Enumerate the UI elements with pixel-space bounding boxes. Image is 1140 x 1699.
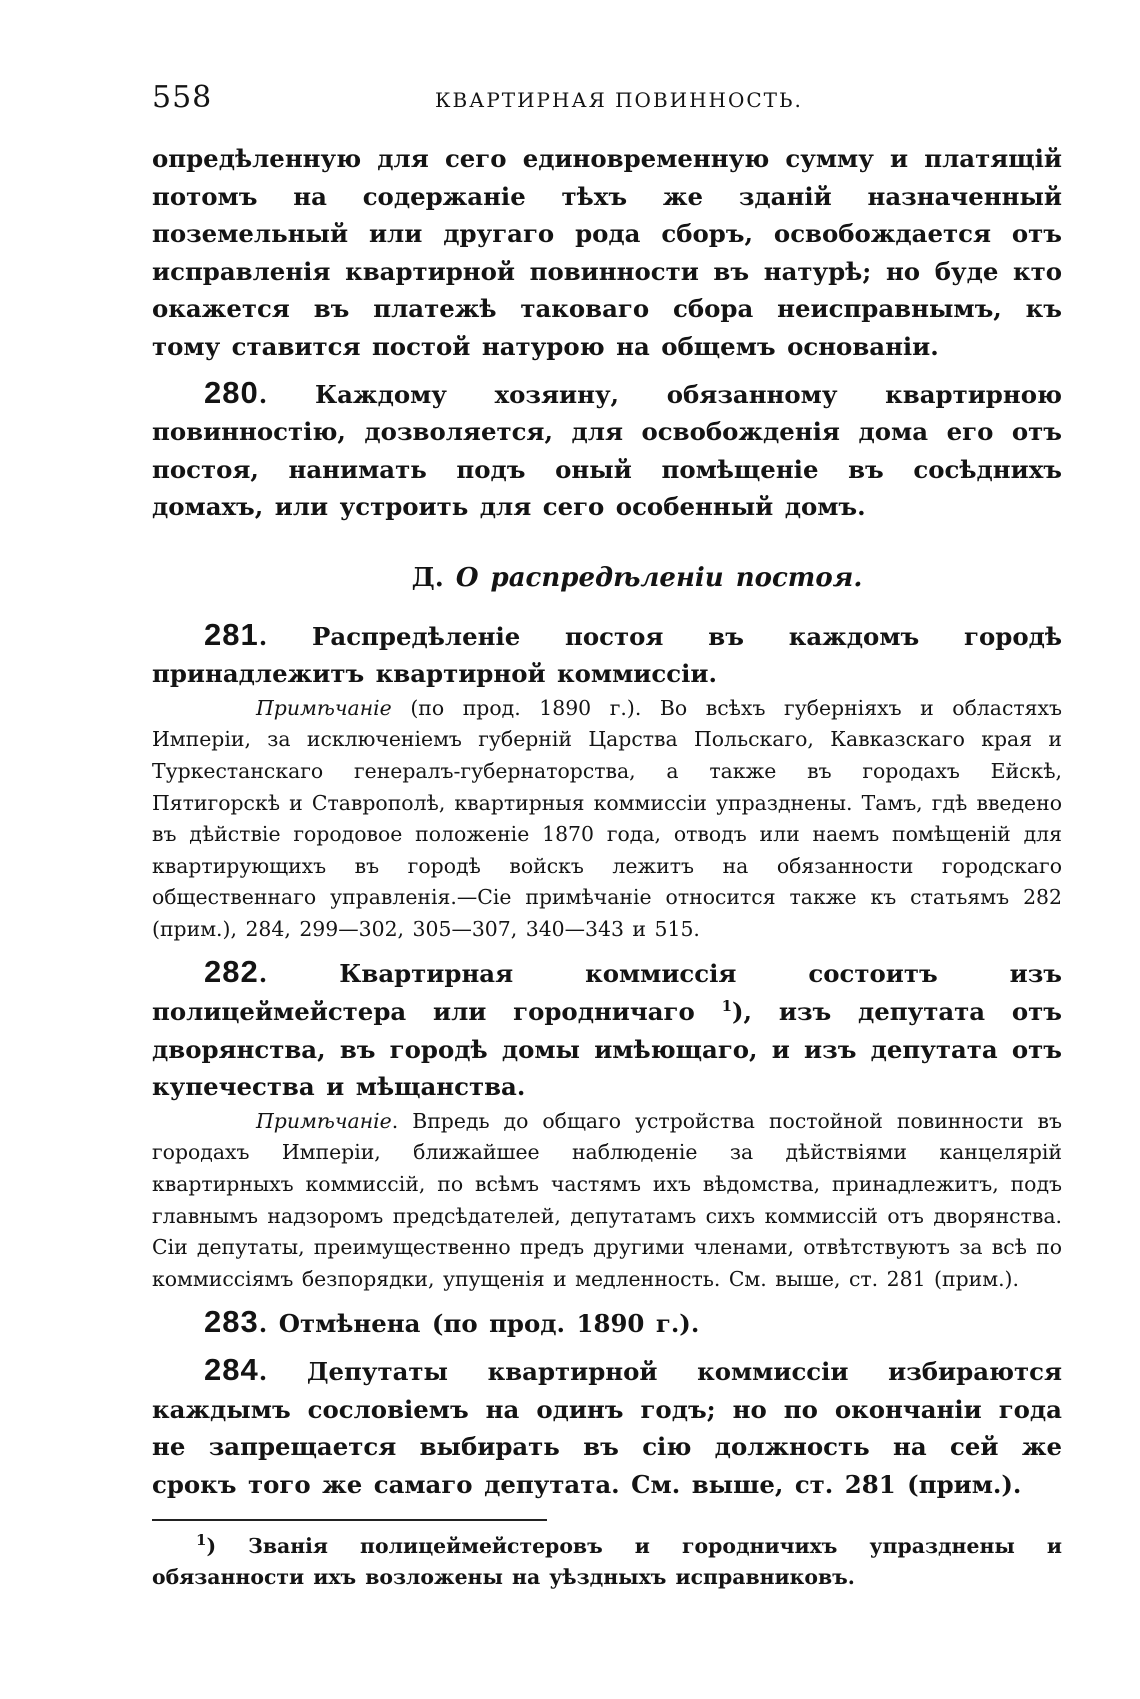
article-283 [152,1303,1062,1343]
article-text: . Распредѣленіе постоя въ каждомъ городѣ принадлежитъ квартирной коммиссіи. [152,621,1062,689]
article-text-continued: ), изъ депутата отъ дворянства, въ городѣ домы имѣющаго, и изъ депутата отъ купечества и мѣщанства. [152,997,1062,1102]
article-282 [152,953,1062,1105]
intro-paragraph: опредѣленную для сего единовременную сумму и платящій потомъ на содержаніе тѣхъ же зданій назначенный поземельный или другаго рода сборъ, освобождается отъ исправленія квартирной повинности въ натурѣ; но буде кто окажется въ платежѣ таковаго сбора неисправнымъ, къ тому ставится постой натурою на общемъ основаніи. [152,144,1062,361]
footnote-reference: 1 [721,996,733,1015]
article-number: 280 [204,374,259,410]
note-label: Примѣчаніе [256,1108,392,1133]
article-284 [152,1351,1062,1503]
main-text [152,140,1062,1503]
footnote-marker: 1 [196,1531,207,1550]
article-number: 281 [204,616,259,652]
page-number: 558 [152,80,213,115]
section-letter: Д. [411,562,444,593]
footnote [152,1531,1062,1593]
section-heading [152,560,1062,598]
running-title: КВАРТИРНАЯ ПОВИННОСТЬ. [435,88,803,112]
article-text: . Отмѣнена (по прод. 1890 г.). [258,1309,700,1339]
footnote-divider [152,1519,547,1521]
article-282-note [152,1106,1062,1296]
article-281-note [152,693,1062,946]
note-label: Примѣчаніе [256,695,392,720]
note-text: . Впредь до общаго устройства постойной повинности въ городахъ Имперіи, ближайшее наблюденіе за дѣйствіями канцелярій квартирныхъ коммиссій, по всѣмъ частямъ ихъ вѣдомства, принадлежитъ, подъ главнымъ надзоромъ предсѣдателей, депутатамъ сихъ коммиссій отъ дворянства. Сіи депутаты, преимущественно предъ другими членами, отвѣтствуютъ за всѣ по коммиссіямъ безпорядки, упущенія и медленность. См. выше, ст. 281 (прим.). [152,1108,1062,1291]
article-text: . Депутаты квартирной коммиссіи избираются каждымъ сословіемъ на одинъ годъ; но по окончаніи года не запрещается выбирать въ сію должность на сей же срокъ того же самаго депутата. См. выше, ст. 281 (прим.). [152,1357,1062,1499]
article-281 [152,616,1062,693]
section-title: О распредѣленіи постоя. [455,562,863,593]
article-text: . Каждому хозяину, обязанному квартирною повинностію, дозволяется, для освобожденія дома его отъ постоя, нанимать подъ оный помѣщеніе въ сосѣднихъ домахъ, или устроить для сего особенный домъ. [152,379,1062,522]
article-number: 283 [204,1304,259,1340]
article-number: 284 [204,1352,259,1387]
book-page [152,70,1062,1593]
article-text: . Квартирная коммиссія состоитъ изъ полицеймейстера или городничаго [152,959,1062,1027]
article-280 [152,374,1062,526]
article-number: 282 [204,954,259,990]
note-text: (по прод. 1890 г.). Во всѣхъ губерніяхъ и областяхъ Имперіи, за исключеніемъ губерній Царства Польскаго, Кавказскаго края и Туркестанскаго генералъ-губернаторства, а также въ городахъ Ейскѣ, Пятигорскѣ и Ставрополѣ, квартирныя коммиссіи упразднены. Тамъ, гдѣ введено въ дѣйствіе городовое положеніе 1870 года, отводъ или наемъ помѣщеній для квартирующихъ въ городѣ войскъ лежитъ на обязанности городскаго общественнаго управленія.—Сіе примѣчаніе относится также къ статьямъ 282 (прим.), 284, 299—302, 305—307, 340—343 и 515. [152,695,1062,941]
page-header [152,70,1062,130]
footnote-text: ) Званія полицеймейстеровъ и городничихъ упразднены и обязанности ихъ возложены на уѣздныхъ исправниковъ. [152,1534,1062,1590]
